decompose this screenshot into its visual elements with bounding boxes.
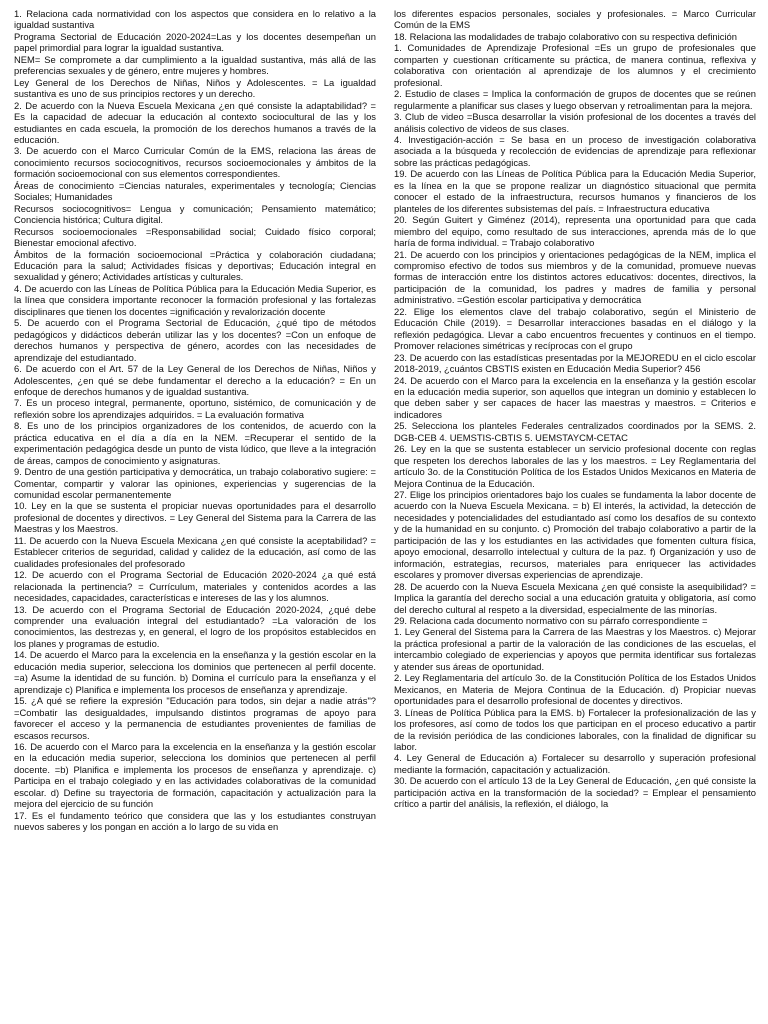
paragraph: 1. Relaciona cada normatividad con los aspectos que considera en lo relativo a la igualdad sustantiva bbox=[14, 8, 376, 31]
paragraph: 1. Comunidades de Aprendizaje Profesional =Es un grupo de profesionales que comparten y cuestionan críticamente su práctica, de manera continua, reflexiva y colaborativa con orientación al aprendizaje de los alumnos y el crecimiento profesional. bbox=[394, 42, 756, 88]
paragraph: 24. De acuerdo con el Marco para la excelencia en la enseñanza y la gestión escolar en la educación media superior, son aquellos que integran un dominio y establecen lo que deben saber y ser capaces de hacer las maestras y maestros. = Criterios e indicadores bbox=[394, 374, 756, 420]
paragraph: 3. De acuerdo con el Marco Curricular Común de la EMS, relaciona las áreas de conocimiento recursos sociocognitivos, recursos socioemocionales y ámbitos de la formación socioemocional con sus elementos correspondientes. bbox=[14, 145, 376, 180]
paragraph: 2. De acuerdo con la Nueva Escuela Mexicana ¿en qué consiste la adaptabilidad? = Es la capacidad de adecuar la educación al contexto sociocultural de las y los estudiantes en cada escuela, la promoción de los derechos humanos a través de la educación. bbox=[14, 99, 376, 145]
paragraph: 4. De acuerdo con las Líneas de Política Pública para la Educación Media Superior, es la línea que considera importante reconocer la formación profesional y las fortalezas disciplinares que tienen los docentes =ignificación y revalorización docente bbox=[14, 282, 376, 317]
paragraph: 12. De acuerdo con el Programa Sectorial de Educación 2020-2024 ¿a qué está relacionada la pertinencia? = Currículum, materiales y contenidos acordes a las necesidades, capacidades, características e intereses de las y los alumnos. bbox=[14, 569, 376, 604]
paragraph: 9. Dentro de una gestión participativa y democrática, un trabajo colaborativo sugiere: = Comentar, compartir y valorar las opiniones, experiencias y sugerencias de la comunidad escolar permanentemente bbox=[14, 466, 376, 501]
paragraph: 4. Ley General de Educación a) Fortalecer su desarrollo y superación profesional mediante la formación, capacitación y actualización. bbox=[394, 752, 756, 775]
paragraph: 7. Es un proceso integral, permanente, oportuno, sistémico, de comunicación y de reflexión sobre los aprendizajes adquiridos. = La evaluación formativa bbox=[14, 397, 376, 420]
paragraph: 15. ¿A qué se refiere la expresión "Educación para todos, sin dejar a nadie atrás"? =Combatir las desigualdades, impulsando distintos programas de apoyo para favorecer el acceso y la permanencia de estudiantes provenientes de familias de escasos recursos. bbox=[14, 695, 376, 741]
paragraph: Áreas de conocimiento =Ciencias naturales, experimentales y tecnología; Ciencias Sociales; Humanidades bbox=[14, 179, 376, 203]
paragraph: 6. De acuerdo con el Art. 57 de la Ley General de los Derechos de Niñas, Niños y Adolescentes, ¿en qué se debe fundamentar el derecho a la educación? = En un enfoque de derechos humanos y de igualdad sustantiva. bbox=[14, 363, 376, 397]
paragraph: 3. Líneas de Política Pública para la EMS. b) Fortalecer la profesionalización de las y los profesores, así como de todos los que participan en el proceso educativo a partir de la revisión periódica de las condiciones laborales, con la finalidad de dignificar su labor. bbox=[394, 706, 756, 752]
paragraph: NEM= Se compromete a dar cumplimiento a la igualdad sustantiva, más allá de las preferencias sexuales y de género, entre mujeres y hombres. bbox=[14, 53, 376, 77]
paragraph: 29. Relaciona cada documento normativo con su párrafo correspondiente = bbox=[394, 615, 708, 627]
paragraph: Programa Sectorial de Educación 2020-2024=Las y los docentes desempeñan un papel primordial para lograr la igualdad sustantiva. bbox=[14, 30, 376, 54]
paragraph: 11. De acuerdo con la Nueva Escuela Mexicana ¿en qué consiste la aceptabilidad? = Establecer criterios de seguridad, calidad y calidez de la educación, así como de las cualidades profesionales del profesorado bbox=[14, 534, 376, 569]
paragraph: 3. Club de video =Busca desarrollar la visión profesional de los docentes a través del análisis colectivo de videos de sus clases. bbox=[394, 111, 756, 134]
paragraph: 10. Ley en la que se sustenta el propiciar nuevas oportunidades para el desarrollo profesional de docentes y directivos. = Ley General del Sistema para la Carrera de las Maestras y los Maestros. bbox=[14, 500, 376, 535]
paragraph: 17. Es el fundamento teórico que considera que las y los estudiantes construyan nuevos saberes y los pongan en acción a lo largo de su vida en bbox=[14, 809, 376, 833]
paragraph: 1. Ley General del Sistema para la Carrera de las Maestras y los Maestros. c) Mejorar la práctica profesional a partir de la valoración de las condiciones de las escuelas, el intercambio colegiado de experiencias y apoyos que permita identificar sus fortalezas y atender sus áreas de oportunidad. bbox=[394, 626, 756, 672]
paragraph: 16. De acuerdo con el Marco para la excelencia en la enseñanza y la gestión escolar en la educación media superior, selecciona los dominios que pertenecen al perfil docente. =b) Planifica e implementa los procesos de enseñanza y aprendizaje. c) Participa en el trabajo colegiado y en las actividades colaborativas de la comunidad escolar. d) Define su trayectoria de formación, capacitación y actualización para la mejora del ejercicio de su función bbox=[14, 741, 376, 810]
paragraph: los diferentes espacios personales, sociales y profesionales. = Marco Curricular Común de la EMS bbox=[394, 8, 756, 31]
paragraph: 2. Ley Reglamentaria del artículo 3o. de la Constitución Política de los Estados Unidos Mexicanos, en Materia de Mejora Continua de la Educación. d) Propiciar nuevas oportunidades para el desarrollo profesional de docentes y directivos. bbox=[394, 672, 756, 707]
paragraph: 18. Relaciona las modalidades de trabajo colaborativo con su respectiva definición bbox=[394, 30, 737, 42]
paragraph: Ley General de los Derechos de Niñas, Niños y Adolescentes. = La igualdad sustantiva es uno de sus principios rectores y un derecho. bbox=[14, 76, 376, 100]
paragraph: 14. De acuerdo el Marco para la excelencia en la enseñanza y la gestión escolar en la educación media superior, selecciona los dominios que pertenecen al perfil docente. =a) Asume la identidad de su función. b) Domina el currículo para la enseñanza y el aprendizaje c) Planifica e implementa los procesos de enseñanza y aprendizaje. bbox=[14, 649, 376, 695]
paragraph: 28. De acuerdo con la Nueva Escuela Mexicana ¿en qué consiste la asequibilidad? = Implica la garantía del derecho social a una educación gratuita y obligatoria, así como del derecho cultural al respeto a la diversidad, especialmente de las minorías. bbox=[394, 580, 756, 615]
paragraph: 13. De acuerdo con el Programa Sectorial de Educación 2020-2024, ¿qué debe comprender una evaluación integral del estudiantado? =La valoración de los conocimientos, las destrezas y, en general, el logro de los propósitos establecidos en los planes y programas de estudio. bbox=[14, 603, 376, 649]
paragraph: 5. De acuerdo con el Programa Sectorial de Educación, ¿qué tipo de métodos pedagógicos y didácticos deberán utilizar las y los docentes? =Con un enfoque de derechos humanos y perspectiva de género, acordes con las necesidades de aprendizaje del estudiantado. bbox=[14, 317, 376, 363]
paragraph: 25. Selecciona los planteles Federales centralizados coordinados por la SEMS. 2. DGB-CEB 4. UEMSTIS-CBTIS 5. UEMSTAYCM-CETAC bbox=[394, 420, 756, 443]
left-column bbox=[14, 8, 376, 1024]
paragraph: 20. Según Guitert y Giménez (2014), representa una oportunidad para que cada miembro del equipo, como resultado de sus interacciones, aprenda más de lo que haría de forma individual. = Trabajo colaborativo bbox=[394, 214, 756, 249]
paragraph: 2. Estudio de clases = Implica la conformación de grupos de docentes que se reúnen regularmente a planificar sus clases y luego observan y retroalimentan para la mejora. bbox=[394, 88, 756, 111]
paragraph: 26. Ley en la que se sustenta establecer un servicio profesional docente con reglas que respeten los derechos laborales de las y los maestros. = Ley Reglamentaria del artículo 3o. de la Constitución Política de los Estados Unidos Mexicanos en Materia de Mejora Continua de la Educación. bbox=[394, 443, 756, 489]
paragraph: Ámbitos de la formación socioemocional =Práctica y colaboración ciudadana; Educación para la salud; Actividades físicas y deportivas; Educación integral en sexualidad y género; Actividades artísticas y culturales. bbox=[14, 248, 376, 283]
paragraph: 8. Es uno de los principios organizadores de los contenidos, de acuerdo con la práctica educativa en el día a día en la NEM. =Recuperar el sentido de la experimentación pedagógica desde un punto de vista lúdico, que lleve a la integración de áreas, campos de conocimiento y asignaturas. bbox=[14, 420, 376, 466]
paragraph: 27. Elige los principios orientadores bajo los cuales se fundamenta la labor docente de acuerdo con la Nueva Escuela Mexicana. = b) El interés, la actividad, la detección de necesidades y potencialidades del estudiantado así como los desafíos de su contexto y de la humanidad en su conjunto. c) Promoción del trabajo colaborativo a partir de la participación de las y los estudiantes en las actividades que fomenten cultura física, apoyo emocional, desarrollo intelectual y cultura de la paz. f) Organización y uso de información, estrategias, recursos, materiales para enriquecer las actividades escolares y promover diversas experiencias de aprendizaje. bbox=[394, 489, 756, 581]
paragraph: 21. De acuerdo con los principios y orientaciones pedagógicas de la NEM, implica el compromiso efectivo de todos sus miembros y de la comunidad, promueve nuevas formas de interacción entre los distintos actores educativos: docentes, directivos, la participación de la comunidad, los padres y madres de familia y personal administrativo. =Gestión escolar participativa y democrática bbox=[394, 248, 756, 306]
paragraph: 22. Elige los elementos clave del trabajo colaborativo, según el Ministerio de Educación Chile (2019). = Desarrollar interacciones basadas en el diálogo y la reflexión pedagógica. Llevar a cabo encuentros frecuentes y continuos en el tiempo. Promover relaciones simétricas y recíprocas con el grupo bbox=[394, 305, 756, 352]
paragraph: 30. De acuerdo con el artículo 13 de la Ley General de Educación, ¿en qué consiste la participación activa en la transformación de la sociedad? = Emplear el pensamiento crítico a partir del análisis, la reflexión, el diálogo, la bbox=[394, 775, 756, 810]
paragraph: Recursos sociocognitivos= Lengua y comunicación; Pensamiento matemático; Conciencia histórica; Cultura digital. bbox=[14, 202, 376, 226]
paragraph: 19. De acuerdo con las Líneas de Política Pública para la Educación Media Superior, es la línea en la que se propone realizar un diagnóstico situacional que permita conocer el estado de la infraestructura, recursos humanos y financieros de los planteles de los diferentes subsistemas del país. = Infraestructura educativa bbox=[394, 168, 756, 214]
paragraph: 23. De acuerdo con las estadísticas presentadas por la MEJOREDU en el ciclo escolar 2018-2019, ¿cuántos CBSTIS existen en Educación Media Superior? 456 bbox=[394, 351, 756, 375]
right-column bbox=[394, 8, 756, 1024]
paragraph: Recursos socioemocionales =Responsabilidad social; Cuidado físico corporal; Bienestar emocional afectivo. bbox=[14, 225, 376, 249]
paragraph: 4. Investigación-acción = Se basa en un proceso de investigación colaborativa asociada a la búsqueda y recolección de evidencias de aprendizaje para reflexionar sobre las prácticas pedagógicas. bbox=[394, 133, 756, 168]
